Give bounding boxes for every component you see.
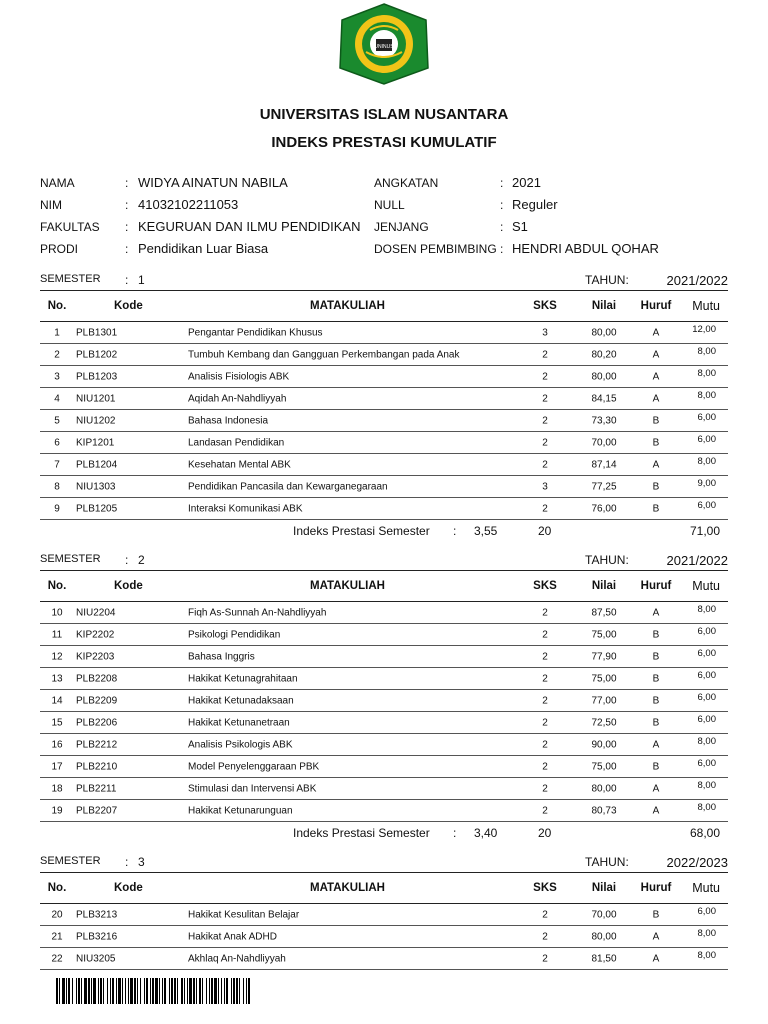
cell-kode: PLB2212: [76, 739, 118, 750]
table-row: [40, 778, 728, 800]
cell-nilai: 73,30: [591, 415, 617, 426]
cell-mutu: 6,00: [697, 670, 716, 681]
table-row: [40, 432, 728, 454]
cell-huruf: A: [652, 739, 660, 750]
ips-label: Indeks Prestasi Semester: [293, 826, 430, 840]
cell-no: 22: [51, 953, 63, 964]
col-matakuliah: MATAKULIAH: [310, 882, 385, 894]
cell-mutu: 6,00: [697, 714, 716, 725]
cell-kode: PLB1204: [76, 459, 118, 470]
student-info: [40, 174, 730, 264]
cell-nilai: 80,00: [591, 327, 617, 338]
cell-nilai: 75,00: [591, 629, 617, 640]
cell-mutu: 8,00: [697, 780, 716, 791]
cell-nilai: 80,00: [591, 371, 617, 382]
cell-sks: 2: [542, 651, 548, 662]
colon: :: [500, 220, 504, 234]
col-mutu: Mutu: [692, 881, 720, 895]
cell-no: 6: [54, 437, 60, 448]
label-prodi: PRODI: [40, 242, 79, 256]
table-row: [40, 344, 728, 366]
cell-nilai: 70,00: [591, 909, 617, 920]
cell-matakuliah: Interaksi Komunikasi ABK: [188, 503, 303, 514]
col-nilai: Nilai: [591, 882, 617, 894]
cell-huruf: A: [652, 459, 660, 470]
cell-huruf: B: [652, 761, 660, 772]
col-no: No.: [47, 300, 67, 312]
cell-no: 21: [51, 931, 63, 942]
tahun-value: 2021/2022: [666, 553, 728, 568]
cell-kode: KIP2202: [76, 629, 115, 640]
cell-no: 11: [51, 629, 63, 640]
table-row: [40, 410, 728, 432]
cell-nilai: 70,00: [591, 437, 617, 448]
col-nilai: Nilai: [591, 300, 617, 312]
semester-header: [40, 550, 728, 570]
cell-kode: PLB2209: [76, 695, 118, 706]
grades-table: [40, 290, 728, 520]
cell-kode: PLB2211: [76, 783, 117, 794]
cell-matakuliah: Hakikat Ketunanetraan: [188, 717, 290, 728]
semester-section: [40, 550, 728, 844]
ips-value: 3,40: [474, 826, 498, 840]
cell-matakuliah: Fiqh As-Sunnah An-Nahdliyyah: [188, 607, 327, 618]
table-row: [40, 904, 728, 926]
cell-mutu: 6,00: [697, 412, 716, 423]
cell-mutu: 8,00: [697, 390, 716, 401]
semester-section: [40, 270, 728, 542]
cell-matakuliah: Kesehatan Mental ABK: [188, 459, 291, 470]
cell-huruf: A: [652, 607, 660, 618]
cell-kode: NIU1303: [76, 481, 116, 492]
cell-nilai: 77,25: [591, 481, 617, 492]
col-matakuliah: MATAKULIAH: [310, 580, 385, 592]
cell-no: 9: [54, 503, 60, 514]
table-row: [40, 668, 728, 690]
col-sks: SKS: [533, 580, 557, 592]
semester-header: [40, 852, 728, 872]
cell-huruf: A: [652, 805, 660, 816]
cell-huruf: B: [652, 629, 660, 640]
cell-mutu: 6,00: [697, 648, 716, 659]
cell-huruf: B: [652, 503, 660, 514]
cell-kode: NIU3205: [76, 953, 116, 964]
cell-no: 8: [54, 481, 60, 492]
table-row: [40, 712, 728, 734]
ips-total-sks: 20: [538, 826, 552, 840]
cell-mutu: 12,00: [692, 324, 716, 335]
colon: :: [453, 826, 457, 840]
cell-mutu: 6,00: [697, 626, 716, 637]
cell-huruf: A: [652, 931, 660, 942]
colon: :: [125, 273, 129, 287]
label-null: NULL: [374, 198, 405, 212]
col-no: No.: [47, 580, 67, 592]
col-mutu: Mutu: [692, 579, 720, 593]
cell-huruf: B: [652, 481, 660, 492]
cell-huruf: A: [652, 393, 660, 404]
label-jenjang: JENJANG: [374, 220, 429, 234]
ips-summary: [40, 520, 728, 542]
value-fakultas: KEGURUAN DAN ILMU PENDIDIKAN: [138, 219, 361, 234]
cell-nilai: 80,00: [591, 783, 617, 794]
cell-mutu: 8,00: [697, 604, 716, 615]
cell-mutu: 6,00: [697, 434, 716, 445]
cell-mutu: 6,00: [697, 500, 716, 511]
cell-sks: 2: [542, 371, 548, 382]
table-row: [40, 476, 728, 498]
table-header: [40, 571, 728, 602]
cell-kode: PLB2208: [76, 673, 118, 684]
cell-no: 3: [54, 371, 60, 382]
semester-label: SEMESTER: [40, 553, 101, 565]
cell-sks: 2: [542, 349, 548, 360]
cell-kode: PLB2207: [76, 805, 118, 816]
cell-matakuliah: Hakikat Ketunarunguan: [188, 805, 293, 816]
cell-no: 15: [51, 717, 63, 728]
tahun-value: 2022/2023: [666, 855, 728, 870]
ips-value: 3,55: [474, 524, 498, 538]
cell-matakuliah: Landasan Pendidikan: [188, 437, 285, 448]
cell-kode: PLB1202: [76, 349, 118, 360]
cell-kode: KIP2203: [76, 651, 115, 662]
table-row: [40, 388, 728, 410]
col-huruf: Huruf: [640, 580, 672, 592]
value-program: Reguler: [512, 197, 558, 212]
cell-matakuliah: Bahasa Indonesia: [188, 415, 269, 426]
value-nama: WIDYA AINATUN NABILA: [138, 175, 288, 190]
cell-nilai: 80,20: [591, 349, 617, 360]
ips-total-sks: 20: [538, 524, 552, 538]
cell-huruf: A: [652, 783, 660, 794]
cell-nilai: 80,00: [591, 931, 617, 942]
cell-kode: PLB3213: [76, 909, 118, 920]
cell-sks: 2: [542, 503, 548, 514]
value-nim: 41032102211053: [138, 197, 239, 212]
cell-sks: 2: [542, 607, 548, 618]
cell-sks: 2: [542, 629, 548, 640]
cell-huruf: A: [652, 953, 660, 964]
cell-nilai: 77,90: [591, 651, 617, 662]
semester-header: [40, 270, 728, 290]
tahun-label: TAHUN:: [585, 855, 629, 869]
cell-matakuliah: Tumbuh Kembang dan Gangguan Perkembangan pada Anak: [188, 349, 460, 360]
cell-sks: 2: [542, 393, 548, 404]
colon: :: [125, 242, 129, 256]
semester-label: SEMESTER: [40, 855, 101, 867]
colon: :: [500, 198, 504, 212]
cell-sks: 3: [542, 327, 548, 338]
table-header: [40, 291, 728, 322]
semester-label: SEMESTER: [40, 273, 101, 285]
value-angkatan: 2021: [512, 175, 541, 190]
cell-matakuliah: Analisis Fisiologis ABK: [188, 371, 290, 382]
cell-sks: 2: [542, 717, 548, 728]
cell-no: 7: [54, 459, 60, 470]
cell-sks: 2: [542, 953, 548, 964]
cell-huruf: A: [652, 327, 660, 338]
cell-kode: NIU2204: [76, 607, 116, 618]
cell-matakuliah: Hakikat Ketunadaksaan: [188, 695, 294, 706]
barcode: [56, 978, 251, 1004]
label-dosen: DOSEN PEMBIMBING: [374, 242, 497, 256]
cell-mutu: 8,00: [697, 456, 716, 467]
cell-no: 18: [51, 783, 63, 794]
cell-sks: 2: [542, 783, 548, 794]
col-matakuliah: MATAKULIAH: [310, 300, 385, 312]
cell-matakuliah: Pendidikan Pancasila dan Kewarganegaraan: [188, 481, 388, 492]
semester-number: 1: [138, 273, 145, 287]
cell-matakuliah: Model Penyelenggaraan PBK: [188, 761, 320, 772]
cell-matakuliah: Hakikat Ketunagrahitaan: [188, 673, 298, 684]
cell-huruf: B: [652, 695, 660, 706]
cell-matakuliah: Analisis Psikologis ABK: [188, 739, 293, 750]
ips-label: Indeks Prestasi Semester: [293, 524, 430, 538]
col-kode: Kode: [114, 300, 143, 312]
cell-no: 12: [51, 651, 63, 662]
colon: :: [125, 176, 129, 190]
cell-kode: PLB2206: [76, 717, 118, 728]
cell-huruf: B: [652, 651, 660, 662]
cell-no: 5: [54, 415, 60, 426]
label-nama: NAMA: [40, 176, 75, 190]
cell-nilai: 72,50: [591, 717, 617, 728]
cell-kode: PLB1203: [76, 371, 118, 382]
cell-no: 20: [51, 909, 63, 920]
university-name: UNIVERSITAS ISLAM NUSANTARA: [259, 106, 509, 123]
cell-sks: 2: [542, 695, 548, 706]
cell-no: 4: [54, 393, 60, 404]
col-mutu: Mutu: [692, 299, 720, 313]
table-row: [40, 602, 728, 624]
cell-no: 16: [51, 739, 63, 750]
cell-sks: 2: [542, 931, 548, 942]
cell-mutu: 8,00: [697, 950, 716, 961]
table-row: [40, 734, 728, 756]
colon: :: [500, 176, 504, 190]
tahun-label: TAHUN:: [585, 273, 629, 287]
cell-huruf: B: [652, 717, 660, 728]
cell-nilai: 76,00: [591, 503, 617, 514]
cell-matakuliah: Hakikat Anak ADHD: [188, 931, 277, 942]
cell-no: 19: [51, 805, 63, 816]
table-row: [40, 322, 728, 344]
cell-nilai: 75,00: [591, 673, 617, 684]
cell-kode: PLB1205: [76, 503, 118, 514]
cell-nilai: 84,15: [591, 393, 617, 404]
ips-summary: [40, 822, 728, 844]
label-angkatan: ANGKATAN: [374, 176, 439, 190]
table-row: [40, 498, 728, 520]
col-kode: Kode: [114, 580, 143, 592]
table-row: [40, 926, 728, 948]
cell-mutu: 6,00: [697, 758, 716, 769]
table-row: [40, 690, 728, 712]
colon: :: [453, 524, 457, 538]
col-huruf: Huruf: [640, 882, 672, 894]
col-sks: SKS: [533, 882, 557, 894]
cell-huruf: B: [652, 437, 660, 448]
table-row: [40, 366, 728, 388]
colon: :: [125, 220, 129, 234]
cell-kode: KIP1201: [76, 437, 115, 448]
cell-mutu: 8,00: [697, 346, 716, 357]
label-nim: NIM: [40, 198, 62, 212]
grades-table: [40, 570, 728, 822]
cell-mutu: 6,00: [697, 906, 716, 917]
cell-mutu: 8,00: [697, 736, 716, 747]
university-logo: [336, 2, 432, 86]
value-jenjang: S1: [512, 219, 528, 234]
table-row: [40, 756, 728, 778]
cell-huruf: A: [652, 349, 660, 360]
table-row: [40, 454, 728, 476]
cell-sks: 2: [542, 739, 548, 750]
table-row: [40, 646, 728, 668]
barcode-bar: [250, 978, 251, 1004]
cell-sks: 3: [542, 481, 548, 492]
cell-matakuliah: Stimulasi dan Intervensi ABK: [188, 783, 317, 794]
cell-matakuliah: Aqidah An-Nahdliyyah: [188, 393, 287, 404]
colon: :: [125, 198, 129, 212]
col-huruf: Huruf: [640, 300, 672, 312]
cell-matakuliah: Hakikat Kesulitan Belajar: [188, 909, 300, 920]
semester-number: 3: [138, 855, 145, 869]
cell-huruf: B: [652, 673, 660, 684]
colon: :: [125, 855, 129, 869]
cell-sks: 2: [542, 909, 548, 920]
cell-huruf: B: [652, 415, 660, 426]
ips-total-mutu: 71,00: [689, 524, 720, 538]
cell-mutu: 8,00: [697, 368, 716, 379]
colon: :: [125, 553, 129, 567]
cell-no: 17: [51, 761, 63, 772]
cell-nilai: 87,50: [591, 607, 617, 618]
cell-nilai: 77,00: [591, 695, 617, 706]
semester-number: 2: [138, 553, 145, 567]
cell-matakuliah: Bahasa Inggris: [188, 651, 255, 662]
cell-sks: 2: [542, 437, 548, 448]
cell-kode: PLB3216: [76, 931, 118, 942]
cell-kode: PLB2210: [76, 761, 118, 772]
table-header: [40, 873, 728, 904]
table-row: [40, 800, 728, 822]
colon: :: [500, 242, 504, 256]
cell-nilai: 90,00: [591, 739, 617, 750]
cell-mutu: 9,00: [697, 478, 716, 489]
tahun-label: TAHUN:: [585, 553, 629, 567]
cell-no: 14: [51, 695, 63, 706]
cell-sks: 2: [542, 805, 548, 816]
cell-nilai: 81,50: [591, 953, 617, 964]
col-sks: SKS: [533, 300, 557, 312]
cell-mutu: 8,00: [697, 802, 716, 813]
grades-table: [40, 872, 728, 970]
cell-no: 10: [51, 607, 63, 618]
col-no: No.: [47, 882, 67, 894]
col-kode: Kode: [114, 882, 143, 894]
value-dosen: HENDRI ABDUL QOHAR: [512, 241, 659, 256]
ips-total-mutu: 68,00: [689, 826, 720, 840]
table-row: [40, 948, 728, 970]
cell-no: 1: [54, 327, 60, 338]
cell-no: 2: [54, 349, 60, 360]
cell-nilai: 80,73: [591, 805, 617, 816]
value-prodi: Pendidikan Luar Biasa: [138, 241, 269, 256]
document-title: INDEKS PRESTASI KUMULATIF: [271, 134, 497, 151]
cell-sks: 2: [542, 673, 548, 684]
cell-kode: NIU1201: [76, 393, 116, 404]
cell-huruf: A: [652, 371, 660, 382]
cell-sks: 2: [542, 415, 548, 426]
cell-kode: PLB1301: [76, 327, 118, 338]
cell-nilai: 75,00: [591, 761, 617, 772]
logo-mark: UNINUS: [374, 44, 394, 50]
cell-sks: 2: [542, 459, 548, 470]
cell-matakuliah: Akhlaq An-Nahdliyyah: [188, 953, 286, 964]
col-nilai: Nilai: [591, 580, 617, 592]
tahun-value: 2021/2022: [666, 273, 728, 288]
cell-mutu: 8,00: [697, 928, 716, 939]
cell-mutu: 6,00: [697, 692, 716, 703]
cell-no: 13: [51, 673, 63, 684]
cell-sks: 2: [542, 761, 548, 772]
table-row: [40, 624, 728, 646]
cell-matakuliah: Psikologi Pendidikan: [188, 629, 281, 640]
cell-huruf: B: [652, 909, 660, 920]
label-fakultas: FAKULTAS: [40, 220, 100, 234]
cell-nilai: 87,14: [591, 459, 617, 470]
cell-matakuliah: Pengantar Pendidikan Khusus: [188, 327, 323, 338]
cell-kode: NIU1202: [76, 415, 116, 426]
semester-section: [40, 852, 728, 970]
